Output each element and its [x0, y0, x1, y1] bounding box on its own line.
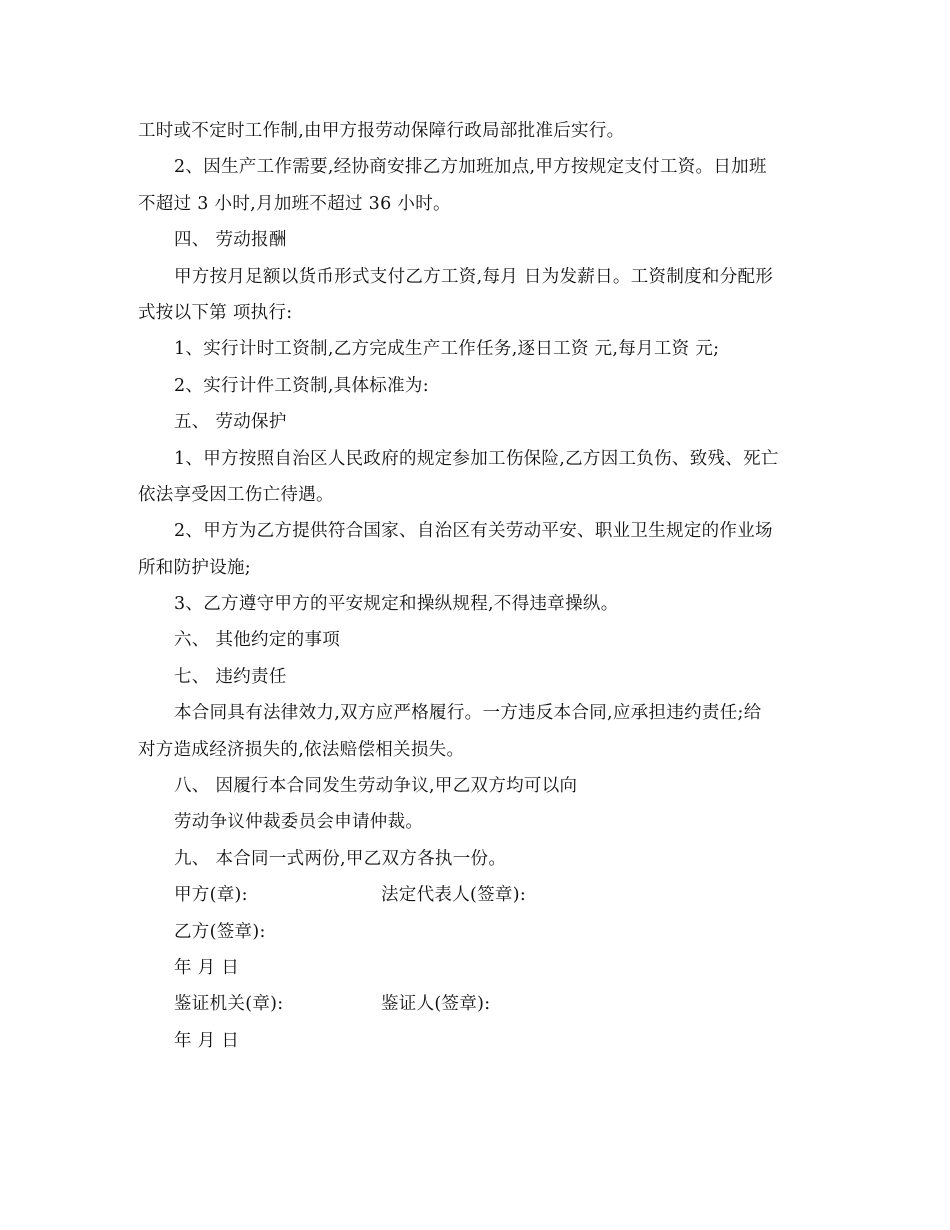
section-heading: 六、 其他约定的事项 — [174, 630, 341, 651]
paragraph-line: 式按以下第 项执行: — [138, 302, 293, 323]
date-row — [138, 1023, 818, 1059]
party-b-signature-label: 乙方(签章): — [174, 921, 266, 942]
legal-representative-label: 法定代表人(签章): — [381, 885, 527, 906]
paragraph-line: 工时或不定时工作制,由甲方报劳动保障行政局部批准后实行。 — [138, 121, 625, 141]
paragraph-line: 2、甲方为乙方提供符合国家、自治区有关劳动平安、职业卫生规定的作业场 — [174, 521, 773, 542]
paragraph-line: 不超过 3 小时,月加班不超过 36 小时。 — [138, 193, 451, 214]
section-heading: 七、 违约责任 — [174, 666, 287, 687]
signature-row — [138, 914, 818, 950]
party-a-seal-label: 甲方(章): — [174, 885, 248, 906]
document-body — [138, 113, 818, 1059]
signature-row — [138, 986, 818, 1022]
signature-row — [138, 877, 818, 913]
paragraph-line: 本合同具有法律效力,双方应严格履行。一方违反本合同,应承担违约责任;给 — [174, 703, 762, 724]
section-heading: 四、 劳动报酬 — [174, 230, 287, 251]
paragraph-line: 2、因生产工作需要,经协商安排乙方加班加点,甲方按规定支付工资。日加班 — [174, 157, 767, 178]
paragraph-line: 九、 本合同一式两份,甲乙双方各执一份。 — [174, 848, 507, 869]
paragraph-line: 劳动争议仲裁委员会申请仲裁。 — [174, 812, 424, 833]
paragraph-line: 对方造成经济损失的,依法赔偿相关损失。 — [138, 739, 465, 760]
paragraph-line: 2、实行计件工资制,具体标准为: — [174, 375, 429, 396]
paragraph-line: 1、实行计时工资制,乙方完成生产工作任务,逐日工资 元,每月工资 元; — [174, 339, 720, 360]
paragraph-line: 八、 因履行本合同发生劳动争议,甲乙双方均可以向 — [174, 776, 578, 797]
date-label: 年 月 日 — [174, 957, 240, 978]
paragraph-line: 甲方按月足额以货币形式支付乙方工资,每月 日为发薪日。工资制度和分配形 — [174, 266, 774, 287]
paragraph-line: 3、乙方遵守甲方的平安规定和操纵规程,不得违章操纵。 — [174, 594, 619, 615]
authenticator-signature-label: 鉴证人(签章): — [381, 994, 491, 1015]
section-heading: 五、 劳动保护 — [174, 412, 287, 433]
paragraph-line: 依法享受因工伤亡待遇。 — [138, 484, 334, 505]
date-row — [138, 950, 818, 986]
authority-seal-label: 鉴证机关(章): — [174, 994, 284, 1015]
date-label: 年 月 日 — [174, 1030, 240, 1051]
paragraph-line: 所和防护设施; — [138, 557, 251, 578]
paragraph-line: 1、甲方按照自治区人民政府的规定参加工伤保险,乙方因工负伤、致残、死亡 — [174, 448, 779, 469]
